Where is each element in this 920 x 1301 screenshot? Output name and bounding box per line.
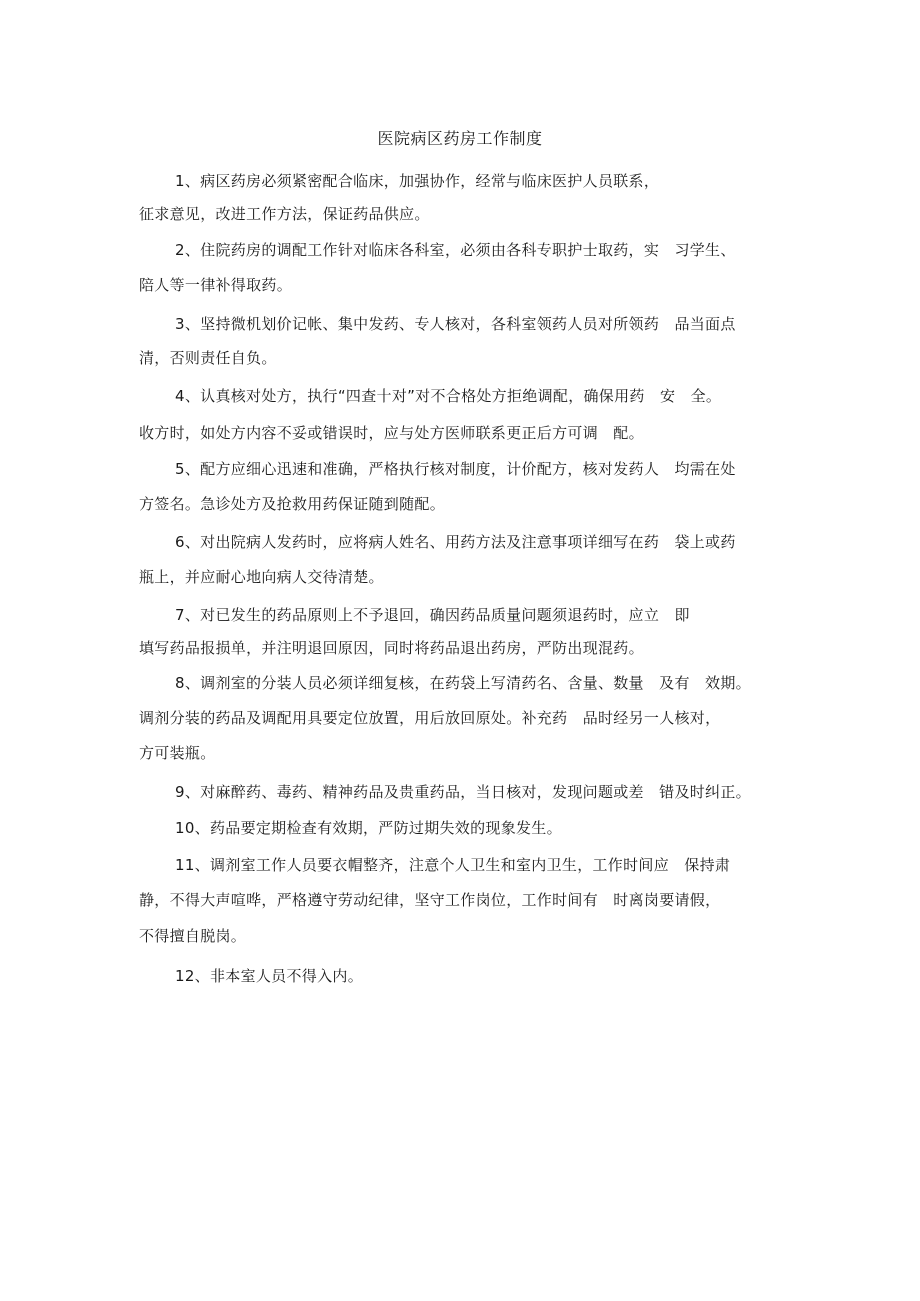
document-title: 医院病区药房工作制度	[377, 129, 543, 148]
paragraph-1-line-1: 1、病区药房必须紧密配合临床，加强协作，经常与临床医护人员联系，	[175, 172, 660, 190]
paragraph-4-line-1: 4、认真核对处方，执行“四查十对”对不合格处方拒绝调配，确保用药 安 全。	[175, 387, 722, 405]
paragraph-6-line-1: 6、对出院病人发药时，应将病人姓名、用药方法及注意事项详细写在药 袋上或药	[175, 533, 736, 551]
paragraph-10-line-1: 10、药品要定期检查有效期，严防过期失效的现象发生。	[175, 819, 562, 837]
paragraph-4-line-2: 收方时，如处方内容不妥或错误时，应与处方医师联系更正后方可调 配。	[139, 424, 644, 442]
paragraph-5-line-2: 方签名。急诊处方及抢救用药保证随到随配。	[139, 495, 446, 513]
paragraph-11-line-3: 不得擅自脱岗。	[139, 927, 247, 945]
paragraph-3-line-2: 清，否则责任自负。	[139, 349, 277, 367]
paragraph-11-line-2: 静，不得大声喧哗，严格遵守劳动纪律，坚守工作岗位，工作时间有 时离岗要请假，	[139, 891, 721, 909]
paragraph-2-line-2: 陪人等一律补得取药。	[139, 276, 293, 294]
paragraph-3-line-1: 3、坚持微机划价记帐、集中发药、专人核对，各科室领药人员对所领药 品当面点	[175, 315, 736, 333]
paragraph-8-line-3: 方可装瓶。	[139, 744, 216, 762]
paragraph-11-line-1: 11、调剂室工作人员要衣帽整齐，注意个人卫生和室内卫生，工作时间应 保持肃	[175, 856, 731, 874]
paragraph-2-line-1: 2、住院药房的调配工作针对临床各科室，必须由各科专职护士取药，实 习学生、	[175, 241, 736, 259]
paragraph-8-line-1: 8、调剂室的分装人员必须详细复核，在药袋上写清药名、含量、数量 及有 效期。	[175, 674, 751, 692]
paragraph-6-line-2: 瓶上，并应耐心地向病人交待清楚。	[139, 568, 384, 586]
paragraph-7-line-1: 7、对已发生的药品原则上不予退回，确因药品质量问题须退药时，应立 即	[175, 606, 690, 624]
paragraph-7-line-2: 填写药品报损单，并注明退回原因，同时将药品退出药房，严防出现混药。	[139, 639, 644, 657]
paragraph-8-line-2: 调剂分装的药品及调配用具要定位放置，用后放回原处。补充药 品时经另一人核对，	[139, 709, 721, 727]
paragraph-1-line-2: 征求意见，改进工作方法，保证药品供应。	[139, 205, 430, 223]
paragraph-9-line-1: 9、对麻醉药、毒药、精神药品及贵重药品，当日核对，发现问题或差 错及时纠正。	[175, 783, 751, 801]
paragraph-5-line-1: 5、配方应细心迅速和准确，严格执行核对制度，计价配方，核对发药人 均需在处	[175, 460, 736, 478]
paragraph-12-line-1: 12、非本室人员不得入内。	[175, 967, 363, 985]
